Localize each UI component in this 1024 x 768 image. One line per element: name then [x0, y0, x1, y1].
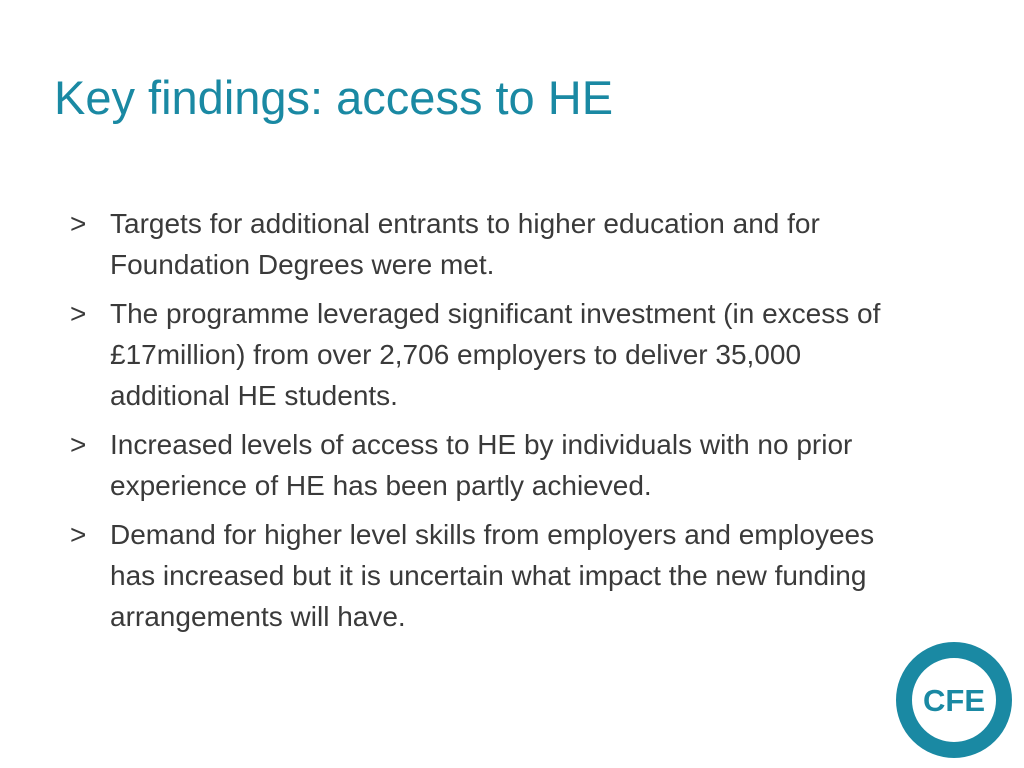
bullet-marker: >: [70, 208, 87, 239]
cfe-logo: [894, 640, 1014, 760]
bullet-item: [70, 293, 890, 416]
bullet-marker: >: [70, 298, 87, 329]
bullet-item: [70, 203, 890, 285]
bullet-item: [70, 424, 890, 506]
bullet-item: [70, 514, 890, 637]
logo-text: CFE: [923, 683, 985, 718]
slide-title: Key findings: access to HE: [54, 71, 614, 124]
bullet-text: Demand for higher level skills from employers and employees has increased but it is uncertain what impact the new funding arrangements will have.: [110, 519, 875, 632]
bullet-marker: >: [70, 429, 87, 460]
bullet-list: [70, 203, 890, 645]
bullet-marker: >: [70, 519, 87, 550]
bullet-text: The programme leveraged significant investment (in excess of £17million) from over 2,706 employers to deliver 35,000 additional HE students.: [110, 298, 881, 411]
bullet-text: Increased levels of access to HE by individuals with no prior experience of HE has been partly achieved.: [110, 429, 853, 501]
bullet-text: Targets for additional entrants to higher education and for Foundation Degrees were met.: [110, 208, 820, 280]
